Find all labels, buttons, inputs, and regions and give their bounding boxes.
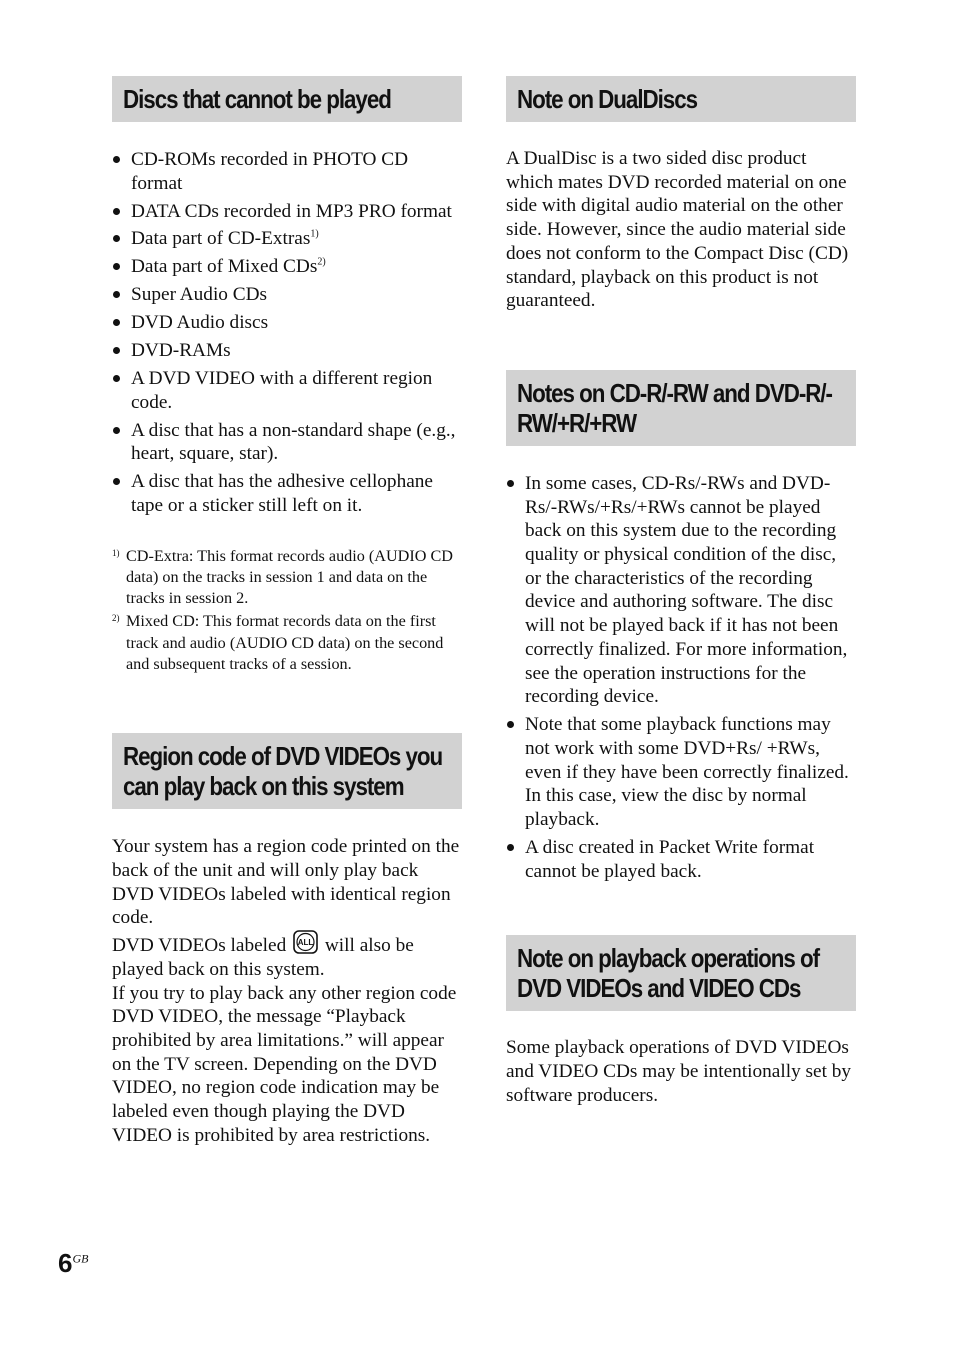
list-item: A DVD VIDEO with a different region code. <box>112 367 462 414</box>
region-code-text <box>112 835 462 1147</box>
list-item: A disc that has the adhesive cellophane tape or a sticker still left on it. <box>112 470 462 517</box>
list-item: Data part of CD-Extras$^{1)}$ <box>112 227 462 251</box>
dualdisc-text: A DualDisc is a two sided disc product which mates DVD recorded material on one side with digital audio material on the other side. However, since the audio material side does not conform to the Compact Disc (CD) standard, playback on this product is not guaranteed. <box>506 148 849 312</box>
list-item: Data part of Mixed CDs$^{2)}$ <box>112 255 462 279</box>
footnote-2: 2) Mixed CD: This format records data on the first track and audio (AUDIO CD data) on the second and subsequent tracks of a session. <box>112 612 444 674</box>
left-column <box>112 76 462 1147</box>
list-item: CD-ROMs recorded in PHOTO CD format <box>112 148 462 195</box>
list-item: A disc created in Packet Write format cannot be played back. <box>506 836 856 883</box>
heading-playback-operations: Note on playback operations of DVD VIDEOs and VIDEO CDs <box>506 935 856 1011</box>
footnotes <box>112 546 462 676</box>
heading-discs-cannot-be-played: Discs that cannot be played <box>112 76 462 122</box>
heading-dualdiscs: Note on DualDiscs <box>506 76 856 122</box>
list-item: Super Audio CDs <box>112 283 462 307</box>
list-item: A disc that has a non-standard shape (e.g., heart, square, star). <box>112 419 462 466</box>
region-all-icon <box>293 930 318 954</box>
footnote-1: 1) CD-Extra: This format records audio (AUDIO CD data) on the tracks in session 1 and data on the tracks in session 2. <box>112 546 453 608</box>
svg-text:ALL: ALL <box>297 938 314 948</box>
playback-operations-text: Some playback operations of DVD VIDEOs and VIDEO CDs may be intentionally set by software producers. <box>506 1037 852 1106</box>
cdr-notes-list <box>506 472 856 883</box>
page-suffix: GB <box>72 1251 89 1266</box>
footnote-ref: 1) <box>310 229 319 241</box>
region-paragraph-1: Your system has a region code printed on the back of the unit and will only play back DVD VIDEOs labeled with identical region code. <box>112 836 460 929</box>
page-number: $6^{GB}$ <box>58 1248 89 1278</box>
heading-cdr-dvdr: Notes on CD-R/-RW and DVD-R/-RW/+R/+RW <box>506 370 856 446</box>
heading-region-code: Region code of DVD VIDEOs you can play back on this system <box>112 733 462 809</box>
list-item: DVD Audio discs <box>112 311 462 335</box>
footnote-ref: 2) <box>317 256 326 268</box>
right-column <box>506 76 856 1107</box>
list-item: In some cases, CD-Rs/-RWs and DVD-Rs/-RWs/+Rs/+RWs cannot be played back on this system due to the recording quality or physical condition of the disc, or the characteristics of the recording device and authoring software. The disc will not be played back if it has not been correctly finalized. For more information, see the operation instructions for the recording device. <box>506 472 856 709</box>
region-paragraph-3: If you try to play back any other region code DVD VIDEO, the message “Playback prohibited by area limitations.” will appear on the TV screen. Depending on the DVD VIDEO, no region code indication may be labeled even though playing the DVD VIDEO is prohibited by area restrictions. <box>112 982 457 1146</box>
list-item: DVD-RAMs <box>112 339 462 363</box>
list-item: DATA CDs recorded in MP3 PRO format <box>112 200 462 224</box>
list-item: Note that some playback functions may not work with some DVD+Rs/ +RWs, even if they have been correctly finalized. In this case, view the disc by normal playback. <box>506 713 856 832</box>
region-paragraph-2: DVD VIDEOs labeled ALL will also be played back on this system. <box>112 930 462 981</box>
unplayable-discs-list <box>112 148 462 518</box>
